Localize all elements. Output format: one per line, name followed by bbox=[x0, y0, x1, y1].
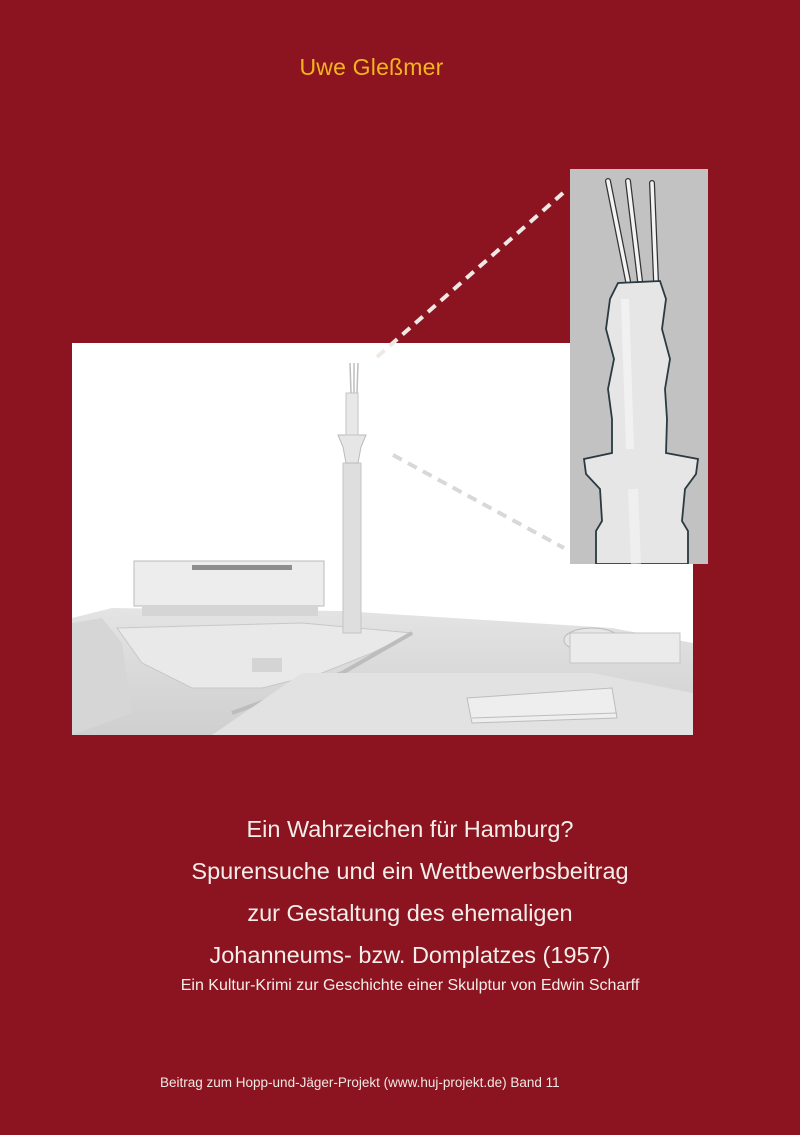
title-line-4: Johanneums- bzw. Domplatzes (1957) bbox=[209, 942, 611, 968]
title-line-2: Spurensuche und ein Wettbewerbsbeitrag bbox=[191, 858, 629, 884]
author-name: Uwe Gleßmer bbox=[299, 54, 444, 80]
title-block bbox=[0, 808, 800, 998]
sculpture-illustration bbox=[570, 169, 708, 564]
series-footer: Beitrag zum Hopp-und-Jäger-Projekt (www.huj-projekt.de) Band 11 bbox=[160, 1075, 560, 1090]
subtitle: Ein Kultur-Krimi zur Geschichte einer Skulptur von Edwin Scharff bbox=[180, 977, 640, 994]
title-line-1: Ein Wahrzeichen für Hamburg? bbox=[246, 816, 574, 842]
title-line-3: zur Gestaltung des ehemaligen bbox=[247, 900, 573, 926]
sculpture-detail-inset bbox=[570, 169, 708, 564]
